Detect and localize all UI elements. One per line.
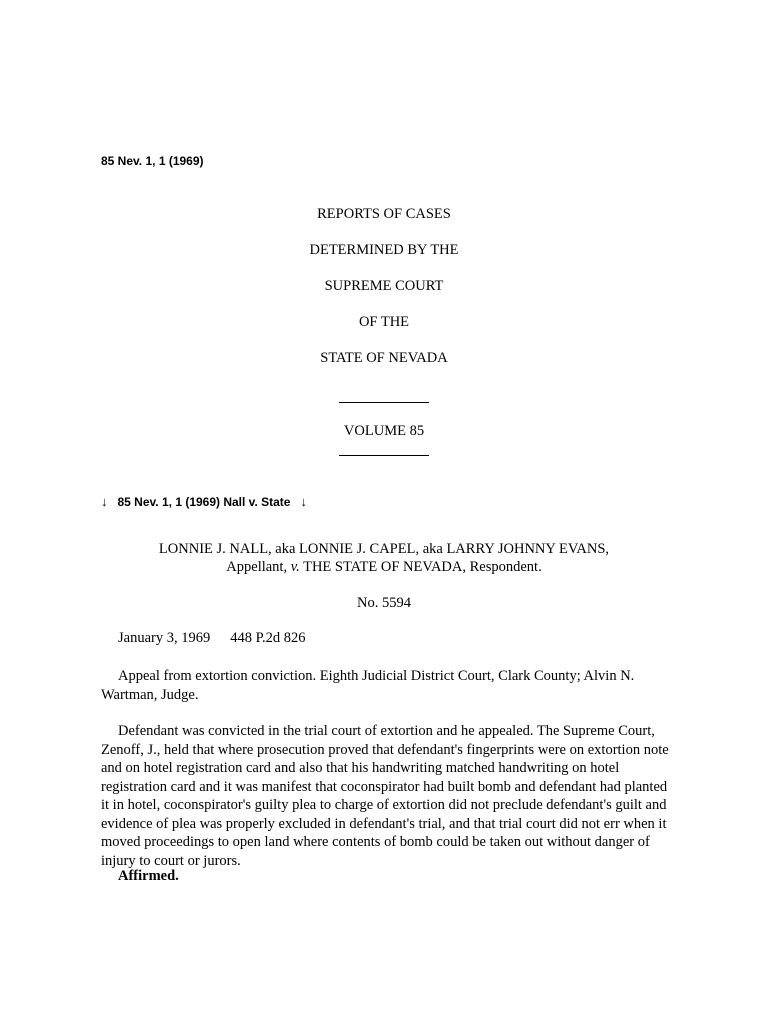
down-arrow-icon[interactable]: ↓	[300, 494, 307, 509]
reporter-citation: 448 P.2d 826	[230, 630, 306, 646]
case-nav-link[interactable]	[101, 494, 311, 509]
dateline	[118, 630, 326, 647]
title-line-2: DETERMINED BY THE	[309, 242, 459, 258]
title-line-4: OF THE	[358, 314, 410, 330]
parties-line-2	[120, 558, 648, 576]
case-nav-label[interactable]: 85 Nev. 1, 1 (1969) Nall v. State	[117, 494, 291, 509]
volume-label: VOLUME 85	[343, 423, 425, 439]
divider-rule-top	[339, 402, 429, 403]
respondent-label: THE STATE OF NEVADA, Respondent.	[299, 559, 542, 575]
title-line-5: STATE OF NEVADA	[320, 350, 448, 366]
title-line-3: SUPREME COURT	[324, 278, 444, 294]
appellant-label: Appellant,	[226, 559, 291, 575]
appeal-paragraph: Appeal from extortion conviction. Eighth Judicial District Court, Clark County; Alvin N. Wartman, Judge.	[101, 668, 635, 703]
case-number: No. 5594	[357, 595, 411, 611]
decision-date: January 3, 1969	[118, 630, 211, 646]
parties-line-1: LONNIE J. NALL, aka LONNIE J. CAPEL, aka LARRY JOHNNY EVANS,	[158, 541, 610, 557]
title-line-1: REPORTS OF CASES	[317, 206, 451, 222]
case-parties	[120, 540, 648, 576]
disposition: Affirmed.	[118, 868, 179, 884]
divider-rule-bottom	[339, 455, 429, 456]
summary-paragraph: Defendant was convicted in the trial court of extortion and he appealed. The Supreme Court, Zenoff, J., held that where prosecution proved that defendant's fingerprints were on extortion note and on hotel registration card and also that his handwriting matched handwriting on hotel registration card and it was manifest that coconspirator had built bomb and defendant had planted it in hotel, coconspirator's guilty plea to charge of extortion did not preclude defendant's guilt and evidence of plea was properly excluded in defendant's trial, and that trial court did not err when it moved proceedings to open land where contents of bomb could be taken out without danger of injury to court or jurors.	[101, 723, 669, 869]
down-arrow-icon[interactable]: ↓	[101, 494, 108, 509]
versus-label: v.	[290, 559, 300, 575]
case-citation: 85 Nev. 1, 1 (1969)	[101, 154, 204, 168]
